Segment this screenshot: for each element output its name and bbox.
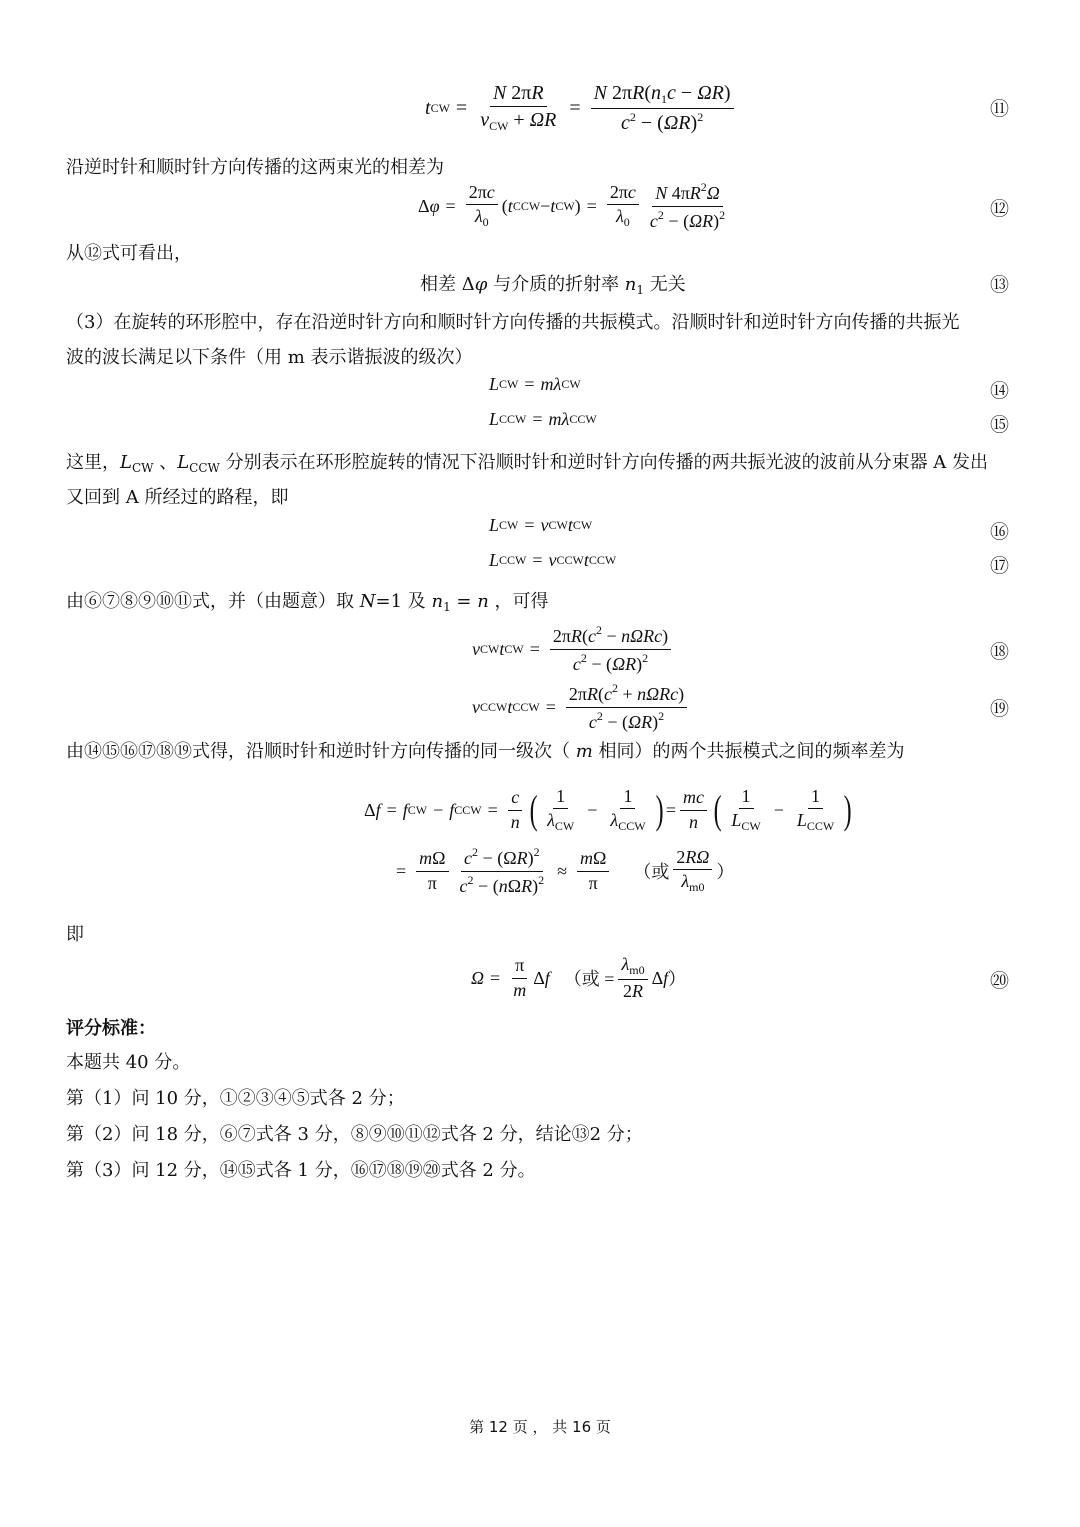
paragraph-text: 由⑥⑦⑧⑨⑩⑪式，并（由题意）取 N=1 及 $n_1 = n$ ，可得 xyxy=(66,591,549,614)
equation-number: ⑪ xyxy=(990,98,1010,120)
equation-number: ⑮ xyxy=(990,414,1010,436)
grading-line: 第（1）问 10 分，①②③④⑤式各 2 分； xyxy=(66,1088,405,1109)
equation-number: ⑳ xyxy=(990,970,1010,992)
equation-11: t CW = $\frac{N 2\pi R}{v_{CW} + \Omega R}$ = $\frac{N 2\pi R(n_1c - \Omega R)}{c^2 - (\Omega R)^2}$ xyxy=(425,78,738,138)
equation-number: ⑯ xyxy=(990,521,1010,543)
equation-number: ⑫ xyxy=(990,198,1010,220)
paragraph-text: （3）在旋转的环形腔中，存在沿逆时针方向和顺时针方向传播的共振模式。沿顺时针和逆时针方向传播的共振光 xyxy=(66,312,960,333)
equation-19: v CCW t CCW = $\frac{2\pi R(c^2 + n\Omega Rc)}{c^2 - (\Omega R)^2}$ xyxy=(472,680,691,734)
page-footer: 第 12 页 ， 共 16 页 xyxy=(469,1418,611,1436)
equation-18: v CW t CW = $\frac{2\pi R(c^2 - n\Omega Rc)}{c^2 - (\Omega R)^2}$ xyxy=(472,622,675,676)
equation-12: Δ φ = $\frac{2\pi c}{\lambda_0}$ ( t CCW − t CW ) = $\frac{2\pi c}{\lambda_0}$ $\frac{N 4\pi R^2\Omega}{c^2 - (\Omega R)^2}$ xyxy=(418,179,726,231)
paragraph-text: 这里，$L_{CW}$ 、$L_{CCW}$ 分别表示在环形腔旋转的情况下沿顺时针和逆时针方向传播的两共振光波的波前从分束器 A 发出 xyxy=(66,452,989,475)
equation-14: L CW = mλ CW xyxy=(489,374,581,394)
grading-line: 第（3）问 12 分，⑭⑮式各 1 分，⑯⑰⑱⑲⑳式各 2 分。 xyxy=(66,1160,536,1181)
equation-16: L CW = v CW t CW xyxy=(489,515,593,535)
grading-title: 评分标准： xyxy=(66,1018,156,1039)
equation-number: ⑱ xyxy=(990,641,1010,663)
paragraph-text: 即 xyxy=(66,924,84,945)
paragraph-text: 从⑫式可看出， xyxy=(66,243,192,264)
paragraph-text: 又回到 A 所经过的路程，即 xyxy=(66,487,289,508)
fraction: $\frac{N 2\pi R(n_1c - \Omega R)}{c^2 - (\Omega R)^2}$ xyxy=(591,82,734,134)
grading-line: 第（2）问 18 分，⑥⑦式各 3 分，⑧⑨⑩⑪⑫式各 2 分，结论⑬2 分； xyxy=(66,1124,643,1145)
equation-20: Ω = $\frac{\pi}{m}$ Δ f （或 = $\frac{\lambda_{m0}}{2R}$ Δ f ） xyxy=(471,953,687,1001)
fraction: $\frac{N 2\pi R}{v_{CW} + \Omega R}$ xyxy=(480,82,557,134)
equation-number: ⑰ xyxy=(990,555,1010,577)
grading-line: 本题共 40 分。 xyxy=(66,1052,191,1073)
equation-number: ⑬ xyxy=(990,274,1010,296)
paragraph-text: 由⑭⑮⑯⑰⑱⑲式得，沿顺时针和逆时针方向传播的同一级次（ m 相同）的两个共振模式之间的频率差为 xyxy=(66,741,905,762)
paragraph-text: 波的波长满足以下条件（用 m 表示谐振波的级次） xyxy=(66,347,473,368)
equation-frequency-difference-continued: = $\frac{m\Omega}{\pi}$ $\frac{c^2 - (\Omega R)^2}{c^2 - (n\Omega R)^2}$ ≈ $\frac{m\Omega}{\pi}$ （或 $\frac{2R\Omega}{\lambda_{m0}}$ ） xyxy=(396,844,735,896)
equation-frequency-difference: Δ f = f CW − f CCW = $\frac{c}{n}$ ( $\frac{1}{\lambda_{CW}}$ − $\frac{1}{\lambda_{CCW}}$ ) = $\frac{mc}{n}$ ( $\frac{1}{L_{CW}}$ − $\frac{1}{L_{CCW}}$ ) xyxy=(364,785,852,834)
equation-13: 相差 Δφ 与介质的折射率 $n_1$ 无关 xyxy=(420,274,686,297)
equation-number: ⑲ xyxy=(990,698,1010,720)
equation-17: L CCW = v CCW t CCW xyxy=(489,550,617,570)
paragraph-text: 沿逆时针和顺时针方向传播的这两束光的相差为 xyxy=(66,157,444,178)
equation-15: L CCW = mλ CCW xyxy=(489,409,597,429)
equation-number: ⑭ xyxy=(990,380,1010,402)
